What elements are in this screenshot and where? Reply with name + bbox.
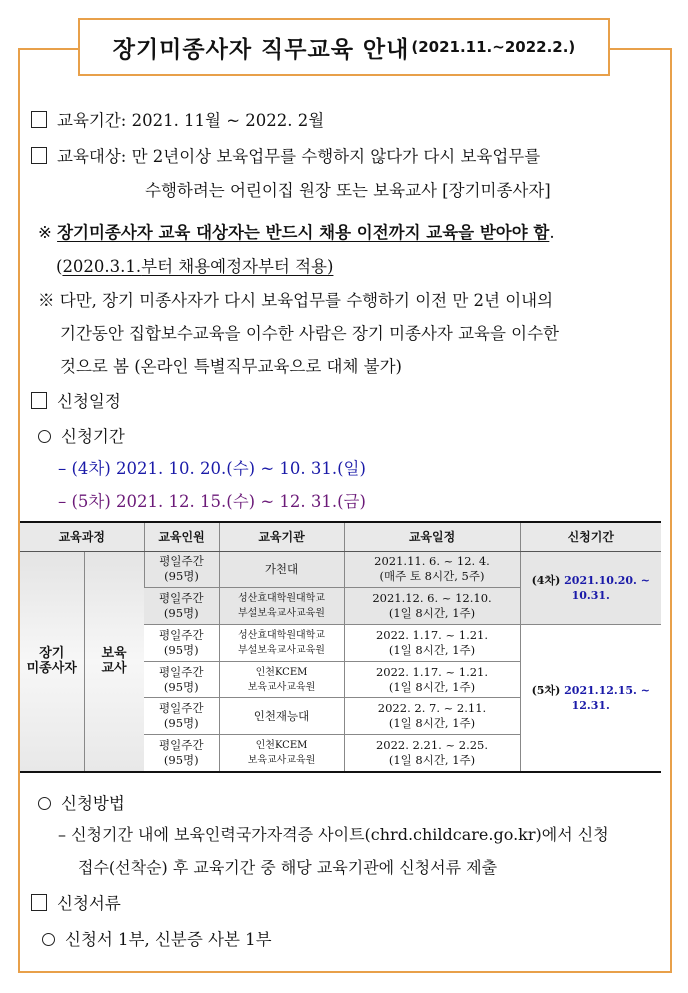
note1-sub-rest: 부터 채용예정자부터 적용) [141,257,334,276]
apply5-cell: (5차) 2021.12.15. ~ 12.31. [520,624,661,772]
education-period-line [31,107,324,131]
schedule-subheading: 신청기간 [61,427,125,446]
org-cell: 인천KCEM 보육교사교육원 [219,661,344,698]
people-cell: 평일주간 (95명) [144,735,219,772]
header-apply: 신청기간 [520,522,661,551]
circle-bullet-icon [38,797,51,810]
checkbox-icon [31,111,47,128]
note1-sub [56,253,333,277]
method-line2: 접수(선착순) 후 교육기간 중 해당 교육기관에 신청서류 제출 [78,858,498,877]
table-header-row [20,522,661,551]
schedule-cell: 2022. 1.17. ~ 1.21. (1일 8시간, 1주) [344,661,520,698]
header-course: 교육과정 [20,522,144,551]
target-line2: 교사 [101,661,127,677]
people-cell: 평일주간 (95명) [144,588,219,625]
people-cell: 평일주간 (95명) [144,698,219,735]
schedule-subheading-line [38,423,125,447]
documents-heading: 신청서류 [57,894,121,913]
org-cell: 성산효대학원대학교 부설보육교사교육원 [219,624,344,661]
schedule-cell: 2021.11. 6. ~ 12. 4. (매주 토 8시간, 5주) [344,551,520,588]
method-line1: – 신청기간 내에 보육인력국가자격증 사이트(chrd.childcare.go.kr)에서 신청 [58,825,609,844]
education-target-line2: 수행하려는 어린이집 원장 또는 보육교사 [장기미종사자] [145,181,551,200]
method-heading-line [38,790,125,814]
note2-line3: 것으로 봄 (온라인 특별직무교육으로 대체 불가) [60,357,402,376]
title-period: (2021.11.~2022.2.) [411,38,576,56]
checkbox-icon [31,147,47,164]
header-schedule: 교육일정 [344,522,520,551]
checkbox-icon [31,392,47,409]
education-target-line1: 만 2년이상 보육업무를 수행하지 않다가 다시 보육업무를 [131,147,541,166]
documents-heading-line [31,890,121,914]
schedule-table [20,521,661,773]
table-row [20,551,661,588]
documents-text: 신청서 1부, 신분증 사본 1부 [65,930,272,949]
schedule-cell: 2022. 1.17. ~ 1.21. (1일 8시간, 1주) [344,624,520,661]
method-heading: 신청방법 [61,794,125,813]
course-line1: 장기 [39,646,65,662]
org-cell: 인천재능대 [219,698,344,735]
org-cell: 가천대 [219,551,344,588]
org-cell: 인천KCEM 보육교사교육원 [219,735,344,772]
note1-text: 장기미종사자 교육 대상자는 반드시 채용 이전까지 교육을 받아야 함 [57,223,550,242]
education-target-line [31,143,540,167]
documents-line [42,926,272,950]
schedule-heading: 신청일정 [57,392,121,411]
header-org: 교육기관 [219,522,344,551]
education-period-label: 교육기간: [57,111,127,130]
title-box [78,18,610,76]
schedule-heading-line [31,388,121,412]
note-mark: ※ [38,291,55,310]
note2 [38,287,553,311]
note1-period: . [549,223,555,242]
schedule-cell: 2022. 2. 7. ~ 2.11. (1일 8시간, 1주) [344,698,520,735]
schedule-round5: – (5차) 2021. 12. 15.(수) ~ 12. 31.(금) [58,492,366,511]
education-period-value: 2021. 11월 ~ 2022. 2월 [131,111,325,130]
schedule-round4: – (4차) 2021. 10. 20.(수) ~ 10. 31.(일) [58,459,366,478]
note1 [38,219,555,243]
target-cell [84,551,144,772]
apply4-cell: (4차) 2021.10.20. ~ 10.31. [520,551,661,624]
schedule-cell: 2021.12. 6. ~ 12.10. (1일 8시간, 1주) [344,588,520,625]
org-cell: 성산효대학원대학교 부설보육교사교육원 [219,588,344,625]
target-line1: 보육 [101,646,127,662]
people-cell: 평일주간 (95명) [144,624,219,661]
course-cell [20,551,84,772]
note2-line2: 기간동안 집합보수교육을 이수한 사람은 장기 미종사자 교육을 이수한 [60,324,559,343]
course-line2: 미종사자 [26,661,77,677]
circle-bullet-icon [42,933,55,946]
people-cell: 평일주간 (95명) [144,551,219,588]
header-people: 교육인원 [144,522,219,551]
people-cell: 평일주간 (95명) [144,661,219,698]
schedule-cell: 2022. 2.21. ~ 2.25. (1일 8시간, 1주) [344,735,520,772]
note1-sub-open: ( [56,257,63,276]
checkbox-icon [31,894,47,911]
note2-line1: 다만, 장기 미종사자가 다시 보육업무를 수행하기 이전 만 2년 이내의 [59,291,554,310]
circle-bullet-icon [38,430,51,443]
note-mark: ※ [38,223,52,242]
page-title: 장기미종사자 직무교육 안내 [112,36,410,63]
education-target-label: 교육대상: [57,147,127,166]
note1-sub-date: 2020.3.1. [62,257,142,276]
